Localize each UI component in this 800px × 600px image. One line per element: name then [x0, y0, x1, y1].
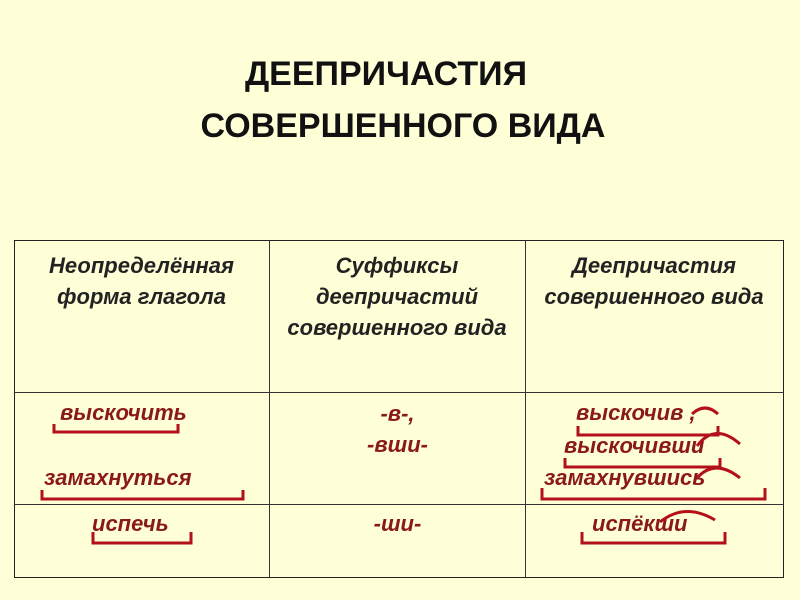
suffix-text: -ши- [373, 511, 422, 536]
table-row-2-infinitives [14, 504, 269, 578]
suffix-text: -вши- [367, 432, 428, 457]
infinitive-word: замахнуться [44, 465, 192, 490]
participle-word: выскочивши [564, 433, 705, 458]
table-row-1-suffixes [270, 392, 525, 504]
page-title [0, 48, 800, 152]
participle-word: выскочив , [576, 400, 696, 425]
infinitive-word: испечь [92, 511, 169, 536]
table-row-2-suffixes [270, 504, 525, 578]
infinitive-word: выскочить [60, 400, 187, 425]
header-cell-infinitive: Неопределённая форма глагола [48, 253, 234, 309]
table-row-2-participles [526, 504, 784, 578]
suffix-text: -в-, [380, 401, 415, 426]
participle-word: замахнувшись [544, 465, 706, 490]
table-row-1-infinitives [14, 392, 269, 504]
title-line-2: СОВЕРШЕННОГО ВИДА [200, 107, 606, 145]
header-cell-suffixes: Суффиксы деепричастий совершенного вида [287, 253, 507, 340]
conjugation-table [14, 240, 784, 578]
participle-word: испёкши [592, 511, 688, 536]
header-cell-participles: Деепричастия совершенного вида [544, 253, 764, 309]
title-line-1: ДЕЕПРИЧАСТИЯ [244, 55, 528, 93]
table-row-1-participles [526, 392, 784, 504]
